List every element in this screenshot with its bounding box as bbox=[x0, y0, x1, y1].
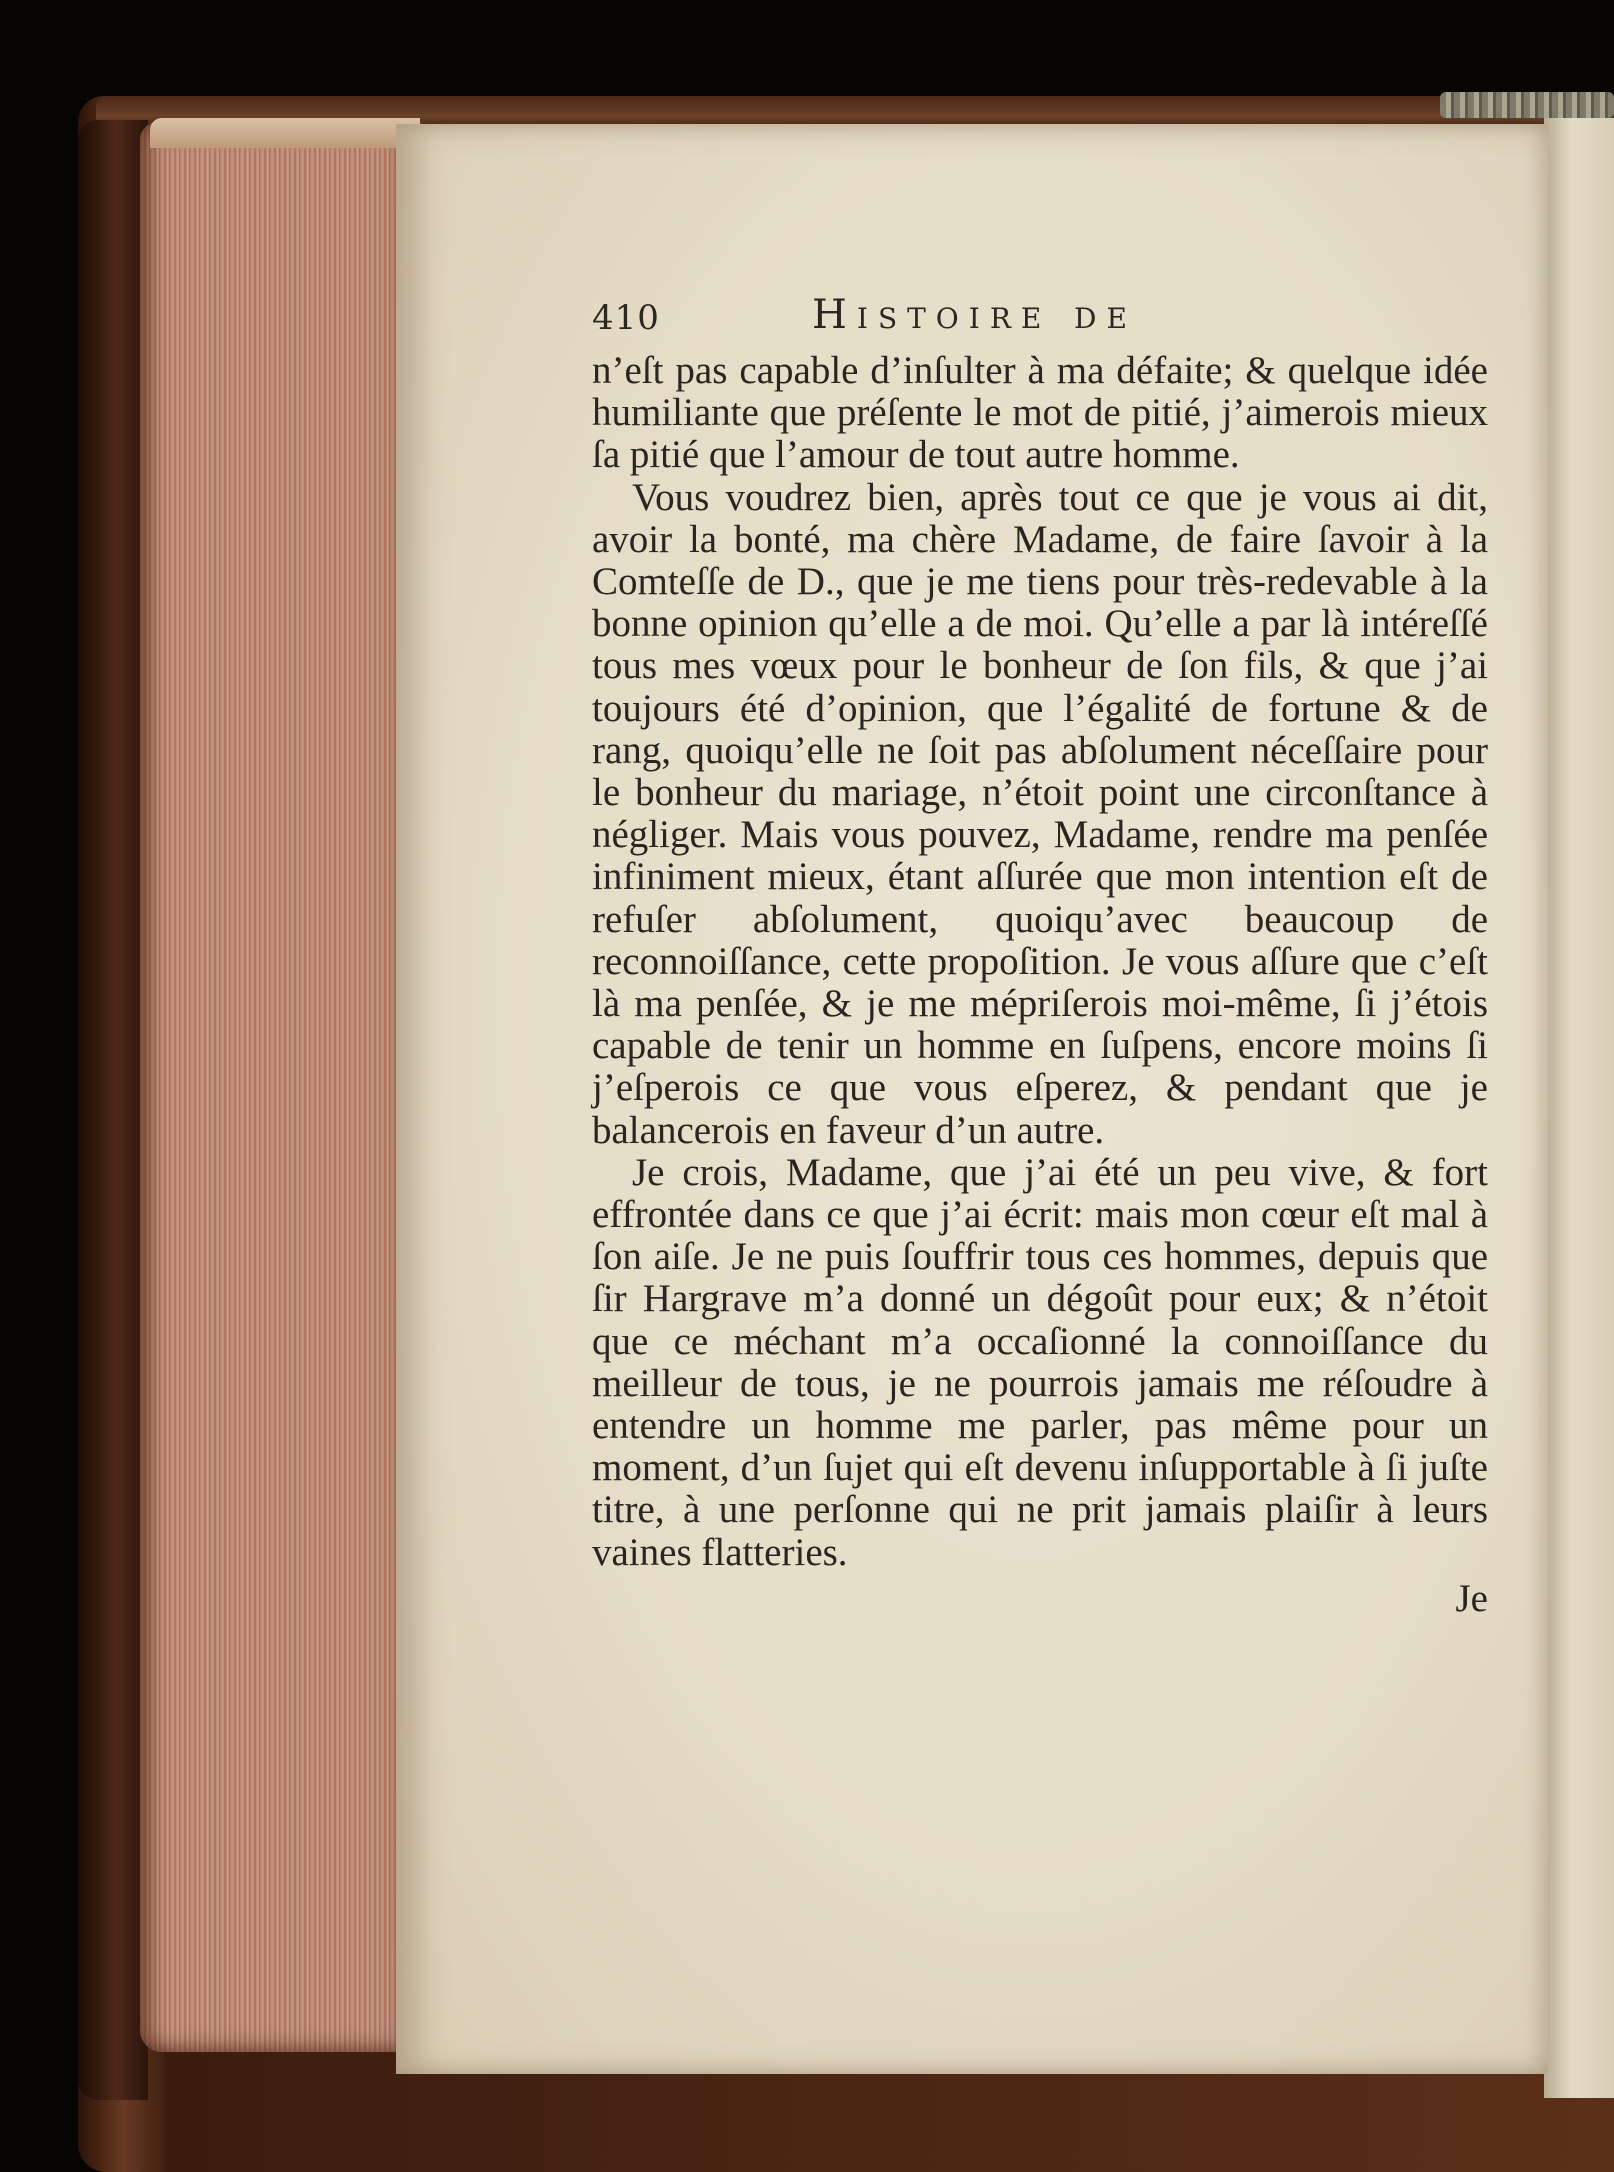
paragraph: Vous voudrez bien, après tout ce que je vous ai dit, avoir la bonté, ma chère Madame, de faire ſavoir à la Comteſſe de D., que je me tiens pour très-redevable à la bonne opinion qu’elle a de moi. Qu’elle a par là intéreſſé tous mes vœux pour le bonheur de ſon fils, & que j’ai toujours été d’opinion, que l’égalité de fortune & de rang, quoiqu’elle ne ſoit pas abſolument néceſſaire pour le bonheur du mariage, n’étoit point une circonſtance à négliger. Mais vous pouvez, Madame, rendre ma penſée infiniment mieux, étant aſſurée que mon intention eſt de refuſer abſolument, quoiqu’avec beaucoup de reconnoiſſance, cette propoſition. Je vous aſſure que c’eſt là ma penſée, & je me mépriſerois moi-même, ſi j’étois capable de tenir un homme en ſuſpens, encore moins ſi j’eſperois ce que vous eſperez, & pendant que je balancerois en faveur d’un autre. bbox=[592, 475, 1488, 1152]
body-text bbox=[592, 350, 1488, 1574]
running-title: Histoire de bbox=[812, 292, 1137, 338]
paragraph: Je crois, Madame, que j’ai été un peu vive, & fort effrontée dans ce que j’ai écrit: mais mon cœur eſt mal à ſon aiſe. Je ne puis ſouffrir tous ces hommes, depuis que ſir Hargrave m’a donné un dégoût pour eux; & n’étoit que ce méchant m’a occaſionné la connoiſſance du meilleur de tous, je ne pourrois jamais me réſoudre à entendre un homme me parler, pas même pour un moment, d’un ſujet qui eſt devenu inſupportable à ſi juſte titre, à une perſonne qui ne prit jamais plaiſir à leurs vaines flatteries. bbox=[592, 1150, 1488, 1574]
paragraph: n’eſt pas capable d’inſulter à ma défaite; & quelque idée humiliante que préſente le mot de pitié, j’aimerois mieux ſa pitié que l’amour de tout autre homme. bbox=[592, 349, 1488, 477]
facing-page-edge bbox=[1544, 118, 1614, 2098]
binding-ornament bbox=[1440, 92, 1614, 118]
page-edges-top bbox=[150, 118, 420, 148]
catchword: Je bbox=[1455, 1576, 1488, 1620]
page-text-block bbox=[592, 292, 1488, 1618]
spine bbox=[78, 120, 148, 2100]
book-page bbox=[396, 124, 1548, 2074]
running-head bbox=[592, 292, 1488, 350]
page-number: 410 bbox=[592, 298, 660, 338]
page-edges bbox=[140, 122, 422, 2052]
